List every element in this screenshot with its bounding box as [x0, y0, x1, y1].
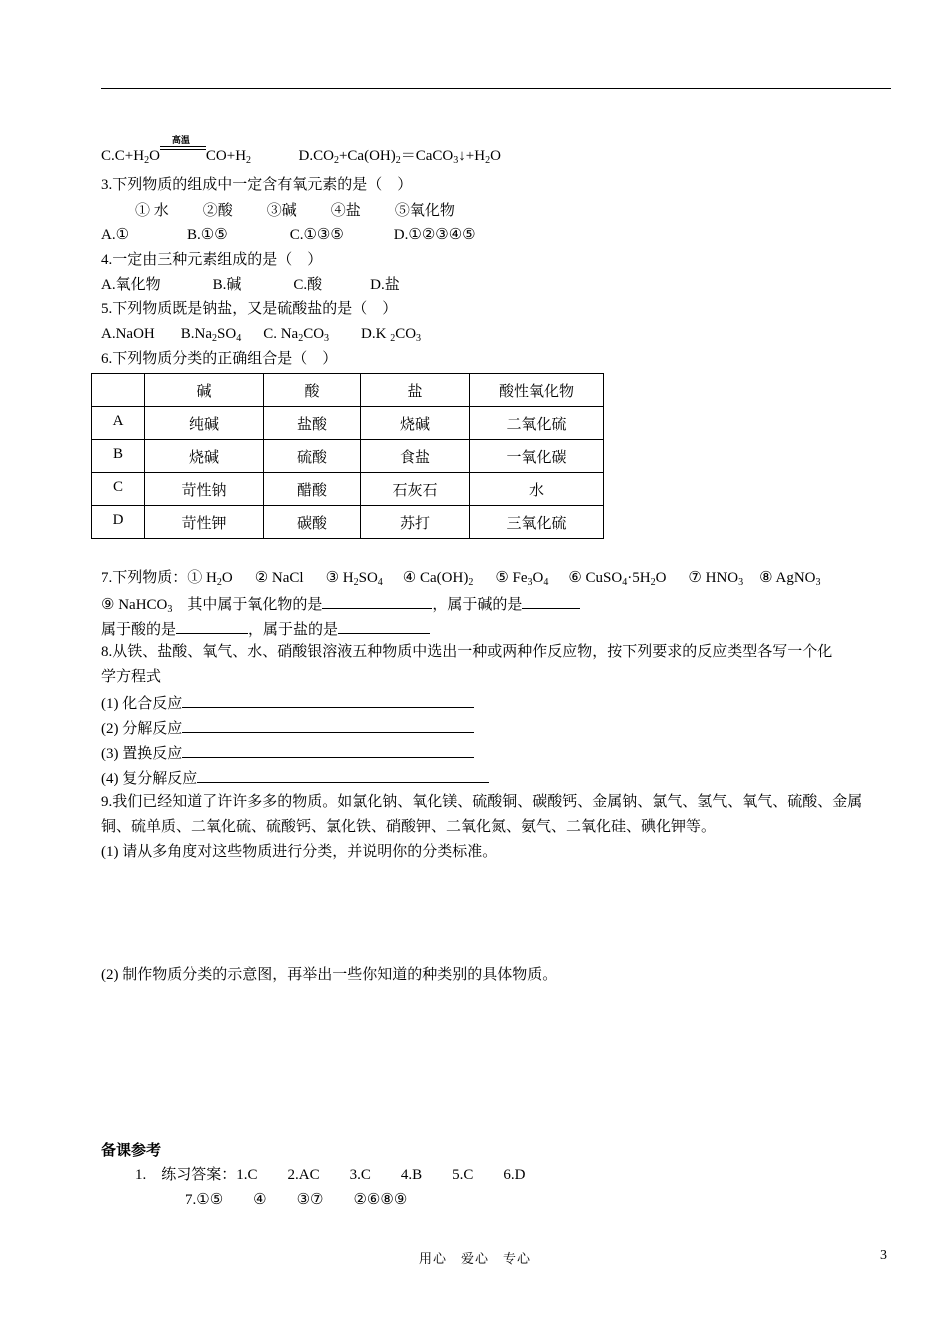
table-cell: 石灰石 [361, 473, 470, 506]
table-cell: 烧碱 [361, 407, 470, 440]
base-answer-blank[interactable] [522, 594, 580, 609]
q9-stem-cont: 铜、硫单质、二氧化硫、硫酸钙、氯化铁、硝酸钾、二氧化氮、氨气、二氧化硅、碘化钾等。 [101, 819, 717, 835]
table-cell [92, 374, 145, 407]
q5-options: A.NaOH $B.Na_2SO_4$ C. $Na_2CO_3$ D.K $_2CO_3$ [101, 326, 422, 344]
table-row [92, 506, 604, 539]
q9-stem: 9.我们已经知道了许许多多的物质。如氯化钠、氧化镁、硫酸铜、碳酸钙、金属钠、氯气、氢气、氧气、硫酸、金属 [101, 794, 863, 810]
table-cell: B [92, 440, 145, 473]
table-cell: 盐酸 [264, 407, 361, 440]
table-cell: 纯碱 [145, 407, 264, 440]
table-header-cell: 盐 [361, 374, 470, 407]
reference-title: 备课参考 [101, 1143, 162, 1159]
q2-option-c-d: $C.C+H_2O$ 高温 $CO+H_2$ $D.CO_2+Ca(OH)_2=CaCO_3↓+H_2O$ [101, 135, 501, 166]
table-header-cell: 碱 [145, 374, 264, 407]
q9-sub-2: (2) 制作物质分类的示意图，再举出一些你知道的种类别的具体物质。 [101, 967, 558, 983]
table-row [92, 440, 604, 473]
table-cell: A [92, 407, 145, 440]
q9-sub-1: (1) 请从多角度对这些物质进行分类，并说明你的分类标准。 [101, 844, 498, 860]
q7-line2: ⑨ NaHCO$_3$ 其中属于氧化物的是 ，属于碱的是 [101, 594, 580, 614]
oxide-answer-blank[interactable] [322, 594, 432, 609]
table-cell: 硫酸 [264, 440, 361, 473]
q4-stem: 4.一定由三种元素组成的是（ ） [101, 252, 323, 268]
page-footer: 用心 爱心 专心 [418, 1251, 531, 1266]
double-displacement-answer-blank[interactable] [197, 768, 489, 783]
q8-item-1: (1) 化合反应 [101, 693, 474, 713]
reference-answers-1: 1. 练习答案：1.C 2.AC 3.C 4.B 5.C 6.D [135, 1167, 526, 1183]
header-rule [101, 88, 891, 89]
q8-stem: 8.从铁、盐酸、氧气、水、硝酸银溶液五种物质中选出一种或两种作反应物，按下列要求的反应类型各写一个化 [101, 644, 833, 660]
q7-line3: 属于酸的是 ，属于盐的是 [101, 619, 430, 639]
combination-answer-blank[interactable] [182, 693, 474, 708]
table-cell: 一氧化碳 [470, 440, 604, 473]
table-cell: 苛性钾 [145, 506, 264, 539]
table-cell: 水 [470, 473, 604, 506]
table-cell: 三氧化硫 [470, 506, 604, 539]
table-header-row [92, 374, 604, 407]
table-cell: 食盐 [361, 440, 470, 473]
table-cell: 苛性钠 [145, 473, 264, 506]
q8-item-4: (4) 复分解反应 [101, 768, 489, 788]
table-cell: 烧碱 [145, 440, 264, 473]
reference-answers-2: 7.①⑤ ④ ③⑦ ②⑥⑧⑨ [185, 1192, 408, 1208]
decomposition-answer-blank[interactable] [182, 718, 474, 733]
q3-items: ① 水 ②酸 ③碱 ④盐 ⑤氧化物 [135, 203, 455, 219]
table-header-cell: 酸 [264, 374, 361, 407]
acid-answer-blank[interactable] [176, 619, 248, 634]
q8-stem-cont: 学方程式 [101, 669, 162, 685]
q8-item-2: (2) 分解反应 [101, 718, 474, 738]
classification-table [91, 373, 604, 539]
table-cell: 二氧化硫 [470, 407, 604, 440]
table-row [92, 407, 604, 440]
q3-options: A.① B.①⑤ C.①③⑤ D.①②③④⑤ [101, 227, 476, 243]
table-cell: C [92, 473, 145, 506]
q8-item-3: (3) 置换反应 [101, 743, 474, 763]
reaction-condition: 高温 [160, 147, 206, 165]
q3-stem: 3.下列物质的组成中一定含有氧元素的是（ ） [101, 177, 413, 193]
q5-stem: 5.下列物质既是钠盐，又是硫酸盐的是（ ） [101, 301, 398, 317]
table-cell: 醋酸 [264, 473, 361, 506]
table-header-cell: 酸性氧化物 [470, 374, 604, 407]
salt-answer-blank[interactable] [338, 619, 430, 634]
table-cell: 碳酸 [264, 506, 361, 539]
table-row [92, 473, 604, 506]
page-number: 3 [880, 1248, 887, 1263]
table-cell: 苏打 [361, 506, 470, 539]
table-cell: D [92, 506, 145, 539]
q4-options: A.氧化物 B.碱 C.酸 D.盐 [101, 277, 400, 293]
displacement-answer-blank[interactable] [182, 743, 474, 758]
q6-stem: 6.下列物质分类的正确组合是（ ） [101, 351, 338, 367]
q7-substances: 7.下列物质：① $H_2O$ ② NaCl ③ $H_2SO_4$ ④ $Ca(OH)_2$ ⑤ $Fe_3O_4$ ⑥ $CuSO_4\cdot 5H_2O$ ⑦ $HNO_3$ ⑧ AgNO$_3$ [101, 570, 821, 588]
